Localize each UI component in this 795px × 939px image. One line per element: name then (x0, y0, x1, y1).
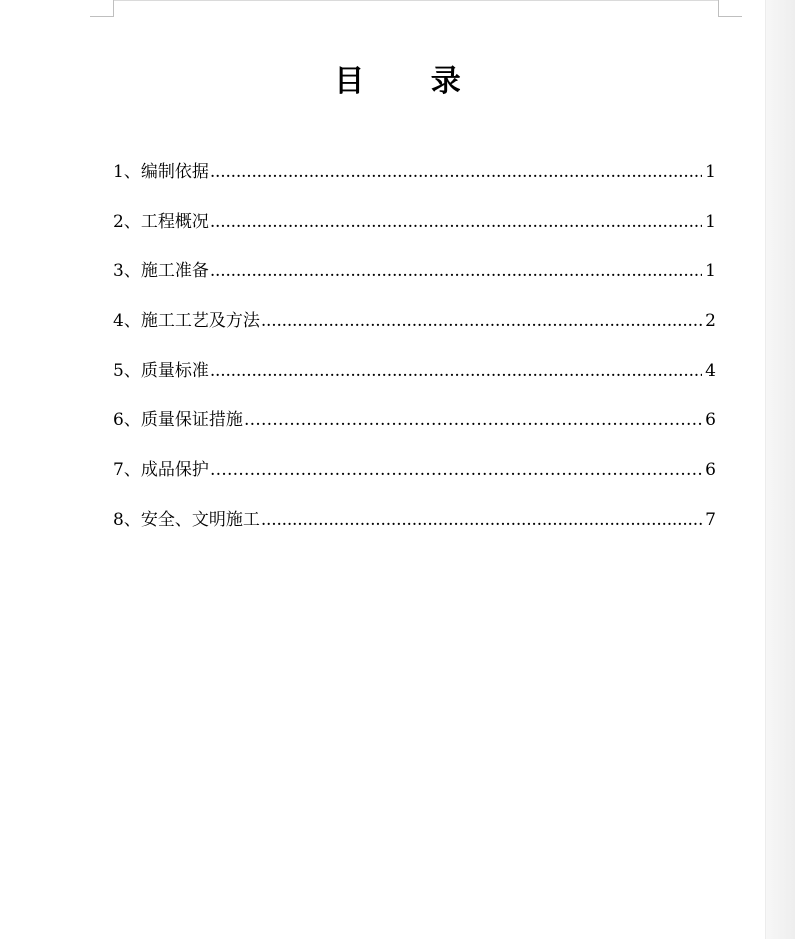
toc-title: 目 录 (334, 64, 489, 99)
crop-mark-top-left (90, 16, 114, 17)
toc-entry-label: 3、施工准备 (113, 261, 209, 282)
page-top-border (113, 0, 719, 1)
toc-dot-leader (210, 261, 702, 281)
toc-entry-label: 8、安全、文明施工 (113, 509, 260, 530)
toc-entry-label: 7、成品保护 (113, 460, 209, 481)
toc-entry-page: 1 (705, 162, 716, 182)
table-of-contents (113, 157, 716, 555)
toc-entry-page: 4 (705, 360, 716, 381)
toc-entry[interactable] (113, 405, 716, 455)
toc-entry-label: 1、编制依据 (113, 162, 209, 182)
toc-entry[interactable] (113, 455, 716, 505)
toc-entry[interactable] (113, 207, 716, 257)
crop-mark-top-right (718, 16, 742, 17)
toc-entry-page: 2 (705, 311, 716, 332)
toc-dot-leader (210, 162, 702, 182)
toc-entry-page: 1 (705, 261, 716, 282)
toc-entry-label: 4、施工工艺及方法 (113, 311, 260, 332)
toc-entry-page: 7 (705, 509, 716, 530)
toc-entry[interactable] (113, 306, 716, 356)
toc-entry-page: 6 (705, 410, 716, 431)
crop-mark-top-left-vertical (113, 0, 114, 17)
toc-entry-label: 6、质量保证措施 (113, 410, 243, 431)
toc-dot-leader (210, 212, 702, 232)
toc-entry[interactable] (113, 356, 716, 406)
page-edge (765, 0, 795, 939)
toc-dot-leader (261, 311, 702, 331)
toc-ellipsis-leader (210, 460, 702, 480)
toc-entry[interactable] (113, 256, 716, 306)
toc-entry-label: 5、质量标准 (113, 360, 209, 381)
toc-dot-leader (261, 510, 702, 530)
toc-dot-leader (210, 361, 702, 381)
toc-entry-page: 6 (705, 460, 716, 481)
toc-ellipsis-leader (244, 410, 702, 430)
toc-entry[interactable] (113, 505, 716, 555)
crop-mark-top-right-vertical (718, 0, 719, 17)
toc-entry-page: 1 (705, 211, 716, 232)
toc-entry[interactable] (113, 157, 716, 207)
toc-entry-label: 2、工程概况 (113, 211, 209, 232)
